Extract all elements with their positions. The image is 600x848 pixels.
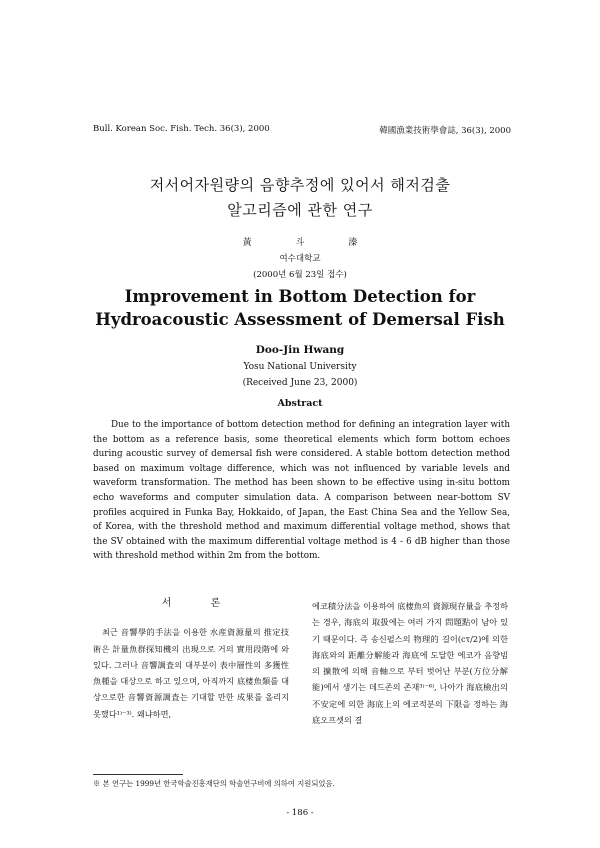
journal-header-right: 韓國漁業技術學會誌, 36(3), 2000 [379, 126, 511, 136]
intro-left-text: 최근 音響學的手法을 이용한 水産資源量의 推定技術은 計量魚群探知機의 出現으로 거의 實用段階에 와 있다. 그러나 音響調査의 대부분이 表中層性의 多獲性魚種을 대상으로 하고 있으며, 아직까지 底棲魚類를 대상으로한 音響資源調査는 기대할 만한 成果를 올리지 못했다¹⁾⁻³⁾. 왜냐하면, [93, 627, 289, 719]
english-received-date: (Received June 23, 2000) [242, 378, 358, 388]
english-affiliation: Yosu National University [243, 362, 357, 372]
korean-title-line2: 알고리즘에 관한 연구 [227, 201, 373, 219]
footnote-divider [93, 774, 183, 775]
english-title-line2: Hydroacoustic Assessment of Demersal Fish [95, 310, 505, 329]
korean-author-char: 斗 [295, 238, 305, 248]
footnote: ※ 본 연구는 1999년 한국학술진흥재단의 학술연구비에 의하여 지원되었음. [93, 779, 335, 788]
page-number: - 186 - [286, 808, 314, 818]
section-heading-introduction: 서 론 [161, 598, 239, 609]
journal-header-left: Bull. Korean Soc. Fish. Tech. 36(3), 2000 [93, 124, 270, 134]
korean-author-char: 溱 [348, 238, 358, 248]
korean-author-char: 黃 [242, 238, 252, 248]
korean-received-date: (2000년 6월 23일 접수) [253, 270, 347, 280]
abstract-body: Due to the importance of bottom detection method for defining an integration layer with the bottom as a reference basis, some theoretical elements which form bottom echoes during acoustic survey of demersal fish were considered. A stable bottom detection method based on maximum voltage difference, which was not influenced by variable levels and waveform transformation. The method has been shown to be effective using in-situ bottom echo waveforms and computer simulation data. A comparison between near-bottom SV profiles acquired in Funka Bay, Hokkaido, of Japan, the East China Sea and the Yellow Sea, of Korea, with the threshold method and maximum differential voltage method, shows that the SV obtained with the maximum differential voltage method is 4 - 6 dB higher than those with threshold method within 2m from the bottom. [93, 420, 510, 562]
korean-title-line1: 저서어자원량의 음향추정에 있어서 해저검출 [149, 176, 451, 194]
korean-affiliation: 여수대학교 [279, 254, 321, 264]
intro-left-column [93, 596, 289, 722]
english-author: Doo-Jin Hwang [255, 344, 345, 356]
abstract-heading: Abstract [277, 398, 323, 409]
korean-author [0, 235, 600, 248]
intro-right-column [312, 598, 508, 728]
english-title-line1: Improvement in Bottom Detection for [124, 287, 476, 306]
intro-right-text: 에코積分法을 이용하여 底棲魚의 資源現存量을 추정하는 경우, 海底의 取扱에는 여러 가지 問題點이 남아 있기 때문이다. 즉 송신펄스의 物理的 길이(cτ/2)에 의한 海底와의 距離分解能과 海底에 도달한 에코가 음향빔의 擴散에 의해 音軸으로 부터 벗어난 부분(方位分解能)에서 생기는 데드존의 존재³⁾⁻⁶⁾, 나아가 海底檢出의 不安定에 의한 海底上의 에코적분의 下限을 정하는 海底오프셋의 결 [312, 601, 508, 726]
